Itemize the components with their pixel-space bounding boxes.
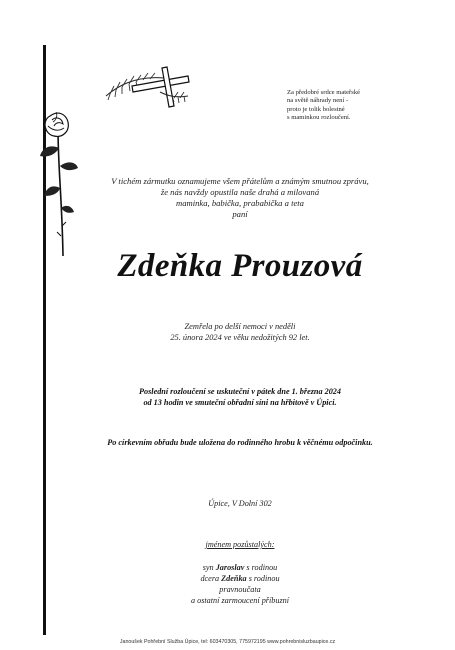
family-address: Úpice, V Dolní 302 [208, 499, 272, 508]
mourner-daughter [40, 573, 440, 584]
mourner-others: a ostatní zarmoucení příbuzní [190, 596, 290, 605]
announcement-intro [40, 176, 440, 220]
funeral-line: Poslední rozloučení se uskuteční v pátek dne 1. března 2024 [139, 387, 341, 396]
death-line: Zemřela po delší nemoci v neděli [184, 322, 296, 331]
quote-line: s maminkou rozloučení. [287, 114, 351, 122]
funeral-details [40, 386, 440, 408]
mourner-grandchildren: pravnoučata [219, 585, 261, 594]
intro-line: V tichém zármutku oznamujeme všem přátelům a známým smutnou zprávu, [111, 176, 369, 186]
on-behalf-heading [40, 539, 440, 550]
mourner-name: Zdeňka [221, 574, 247, 583]
mourner-son [40, 562, 440, 573]
mourner-suffix: s rodinou [244, 563, 278, 572]
quote-line: proto je tolik bolestné [287, 105, 345, 113]
death-line: 25. února 2024 ve věku nedožitých 92 let. [170, 333, 310, 342]
quote-line: Za předobré srdce mateřské [287, 89, 361, 96]
cross-with-palm-icon [102, 62, 194, 118]
mourner-relation: syn [202, 563, 216, 572]
death-details [40, 321, 440, 343]
memorial-quote [287, 89, 447, 123]
deceased-name: Zdeňka Prouzová [117, 248, 363, 284]
intro-line: maminka, babička, prababička a teta [176, 198, 304, 208]
burial-note: Po církevním obřadu bude uložena do rodinného hrobu k věčnému odpočinku. [107, 438, 373, 447]
mourner-name: Jaroslav [215, 563, 245, 572]
mourner-relation: dcera [200, 574, 222, 583]
intro-line: že nás navždy opustila naše drahá a milovaná [160, 187, 320, 197]
quote-line: na světě náhrady není - [287, 97, 349, 105]
funeral-service-footer: Janoušek Pohřební Služba Úpice, tel: 603470305, 775972195 www.pohrebnisluzbaupice.cz [119, 639, 336, 645]
mourners-list [40, 562, 440, 606]
on-behalf-label: jménem pozůstalých: [205, 540, 275, 549]
mourner-suffix: s rodinou [246, 574, 280, 583]
intro-line: paní [232, 209, 248, 219]
funeral-line: od 13 hodin ve smuteční obřadní síni na hřbitově v Úpici. [143, 398, 337, 407]
